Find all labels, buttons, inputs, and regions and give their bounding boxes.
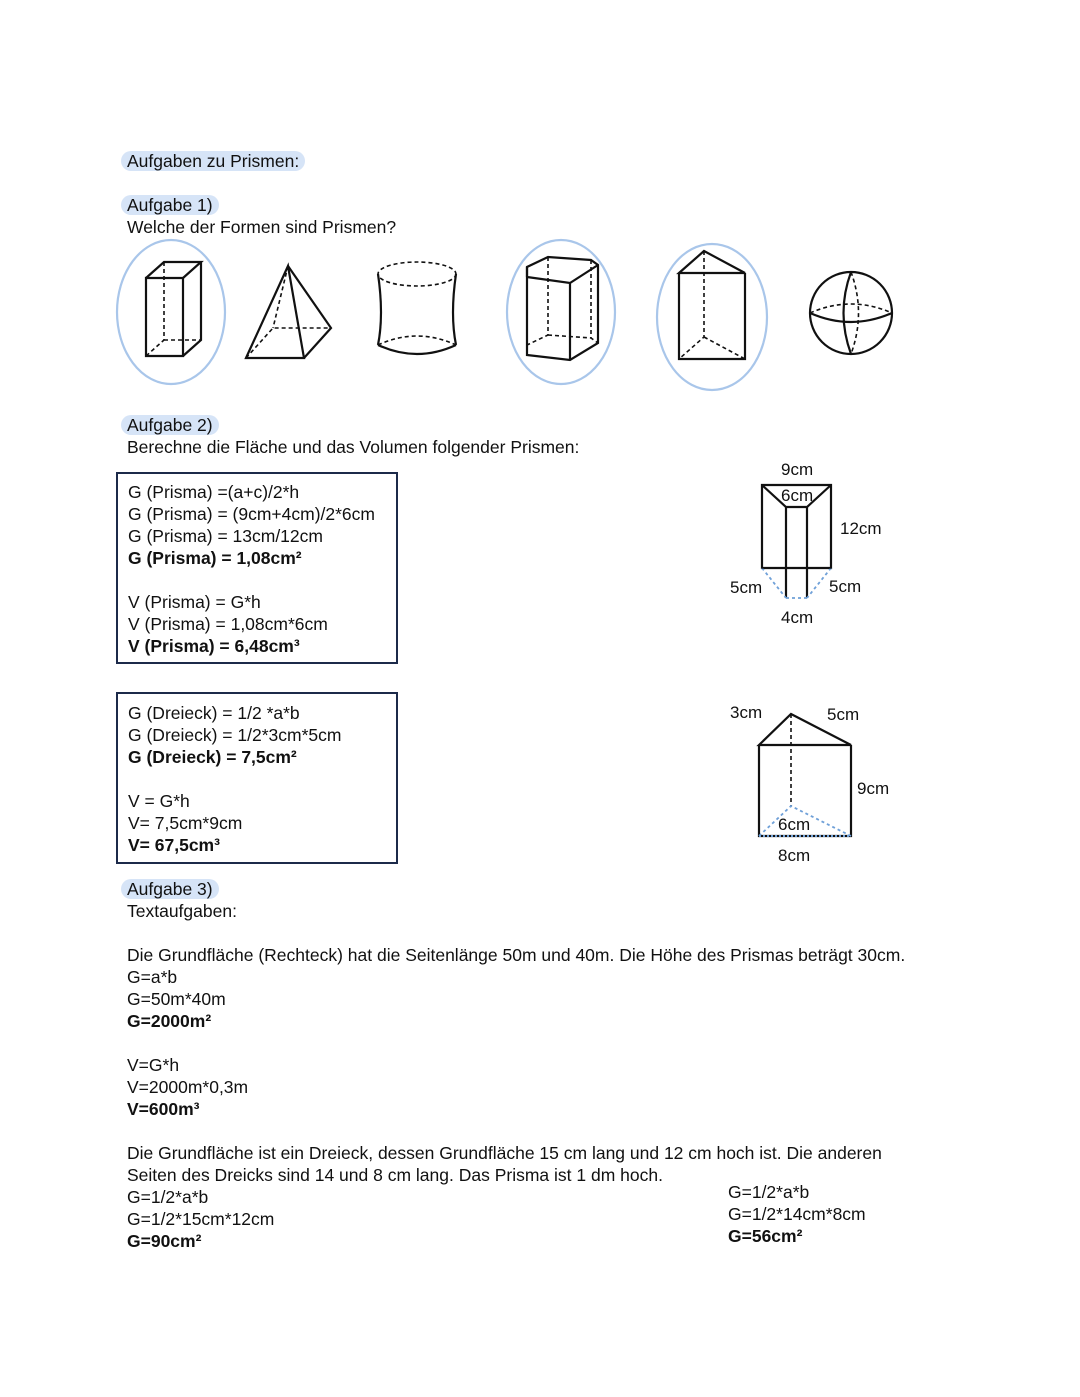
hexagonal-prism-shape [507,240,615,384]
box2-result-volume: V= 67,5cm³ [128,835,220,855]
fig2-label-bottom: 8cm [778,846,811,865]
fig1-label-right: 5cm [829,577,862,596]
problem2-text-line1: Die Grundfläche ist ein Dreieck, dessen Grundfläche 15 cm lang und 12 cm hoch ist. Die anderen [127,1143,882,1163]
task3-heading: Aufgabe 3) [127,878,219,900]
box1-line: G (Prisma) = (9cm+4cm)/2*6cm [128,504,375,524]
solution-box-2 [116,692,398,864]
problem2-text-line2: Seiten des Dreicks sind 14 und 8 cm lang. Das Prisma ist 1 dm hoch. [127,1165,663,1185]
problem1-line: G=a*b [127,967,178,987]
box2-line: G (Dreieck) = 1/2 *a*b [128,703,300,723]
problem2-left-line: G=1/2*a*b [127,1187,209,1207]
task2-question: Berechne die Fläche und das Volumen folgender Prismen: [127,437,580,457]
task1-heading: Aufgabe 1) [127,194,219,216]
problem1-line: V=G*h [127,1055,180,1075]
cuboid-shape [117,240,225,384]
box2-line: G (Dreieck) = 1/2*3cm*5cm [128,725,342,745]
fig1-label-height: 12cm [840,519,882,538]
problem2-solution-left [127,1186,274,1252]
fig2-label-inner: 6cm [778,815,811,834]
triangular-prism-shape [657,244,767,390]
fig1-label-top: 9cm [781,460,814,479]
box2-line: V = G*h [128,791,190,811]
fig2-label-left: 3cm [730,703,763,722]
problem2-right-result: G=56cm² [728,1226,803,1246]
task3-subheading: Textaufgaben: [127,901,237,921]
solution-box-1 [116,472,398,664]
triangle-prism-figure [720,698,920,868]
page-title: Aufgaben zu Prismen: [127,150,305,172]
task1-question: Welche der Formen sind Prismen? [127,217,397,237]
pyramid-shape [246,266,331,358]
problem1-line: V=2000m*0,3m [127,1077,249,1097]
fig1-label-inner: 6cm [781,486,814,505]
fig2-label-height: 9cm [857,779,890,798]
problem1-result-area: G=2000m² [127,1011,212,1031]
box1-line: V (Prisma) = G*h [128,592,261,612]
box1-result-area: G (Prisma) = 1,08cm² [128,548,302,568]
fig2-label-right: 5cm [827,705,860,724]
cylinder-shape [378,262,456,354]
problem1-text: Die Grundfläche (Rechteck) hat die Seitenlänge 50m und 40m. Die Höhe des Prismas beträgt 30cm. [127,945,906,965]
trapezoid-prism-figure [720,455,920,635]
fig1-label-bottom: 4cm [781,608,814,627]
problem1-line: G=50m*40m [127,989,226,1009]
box2-result-area: G (Dreieck) = 7,5cm² [128,747,297,767]
problem2-left-result: G=90cm² [127,1231,202,1251]
problem2-solution-right [728,1181,866,1247]
box1-line: G (Prisma) = 13cm/12cm [128,526,323,546]
sphere-shape [810,272,892,354]
fig1-label-left: 5cm [730,578,763,597]
box2-line: V= 7,5cm*9cm [128,813,243,833]
problem2-left-line: G=1/2*15cm*12cm [127,1209,275,1229]
box1-line: V (Prisma) = 1,08cm*6cm [128,614,328,634]
box1-line: G (Prisma) =(a+c)/2*h [128,482,300,502]
box1-result-volume: V (Prisma) = 6,48cm³ [128,636,300,656]
problem2-right-line: G=1/2*a*b [728,1182,810,1202]
task2-heading: Aufgabe 2) [127,414,219,436]
problem1-solution [127,966,248,1120]
problem2-right-line: G=1/2*14cm*8cm [728,1204,866,1224]
problem1-result-volume: V=600m³ [127,1099,200,1119]
shapes-row [0,235,1080,405]
